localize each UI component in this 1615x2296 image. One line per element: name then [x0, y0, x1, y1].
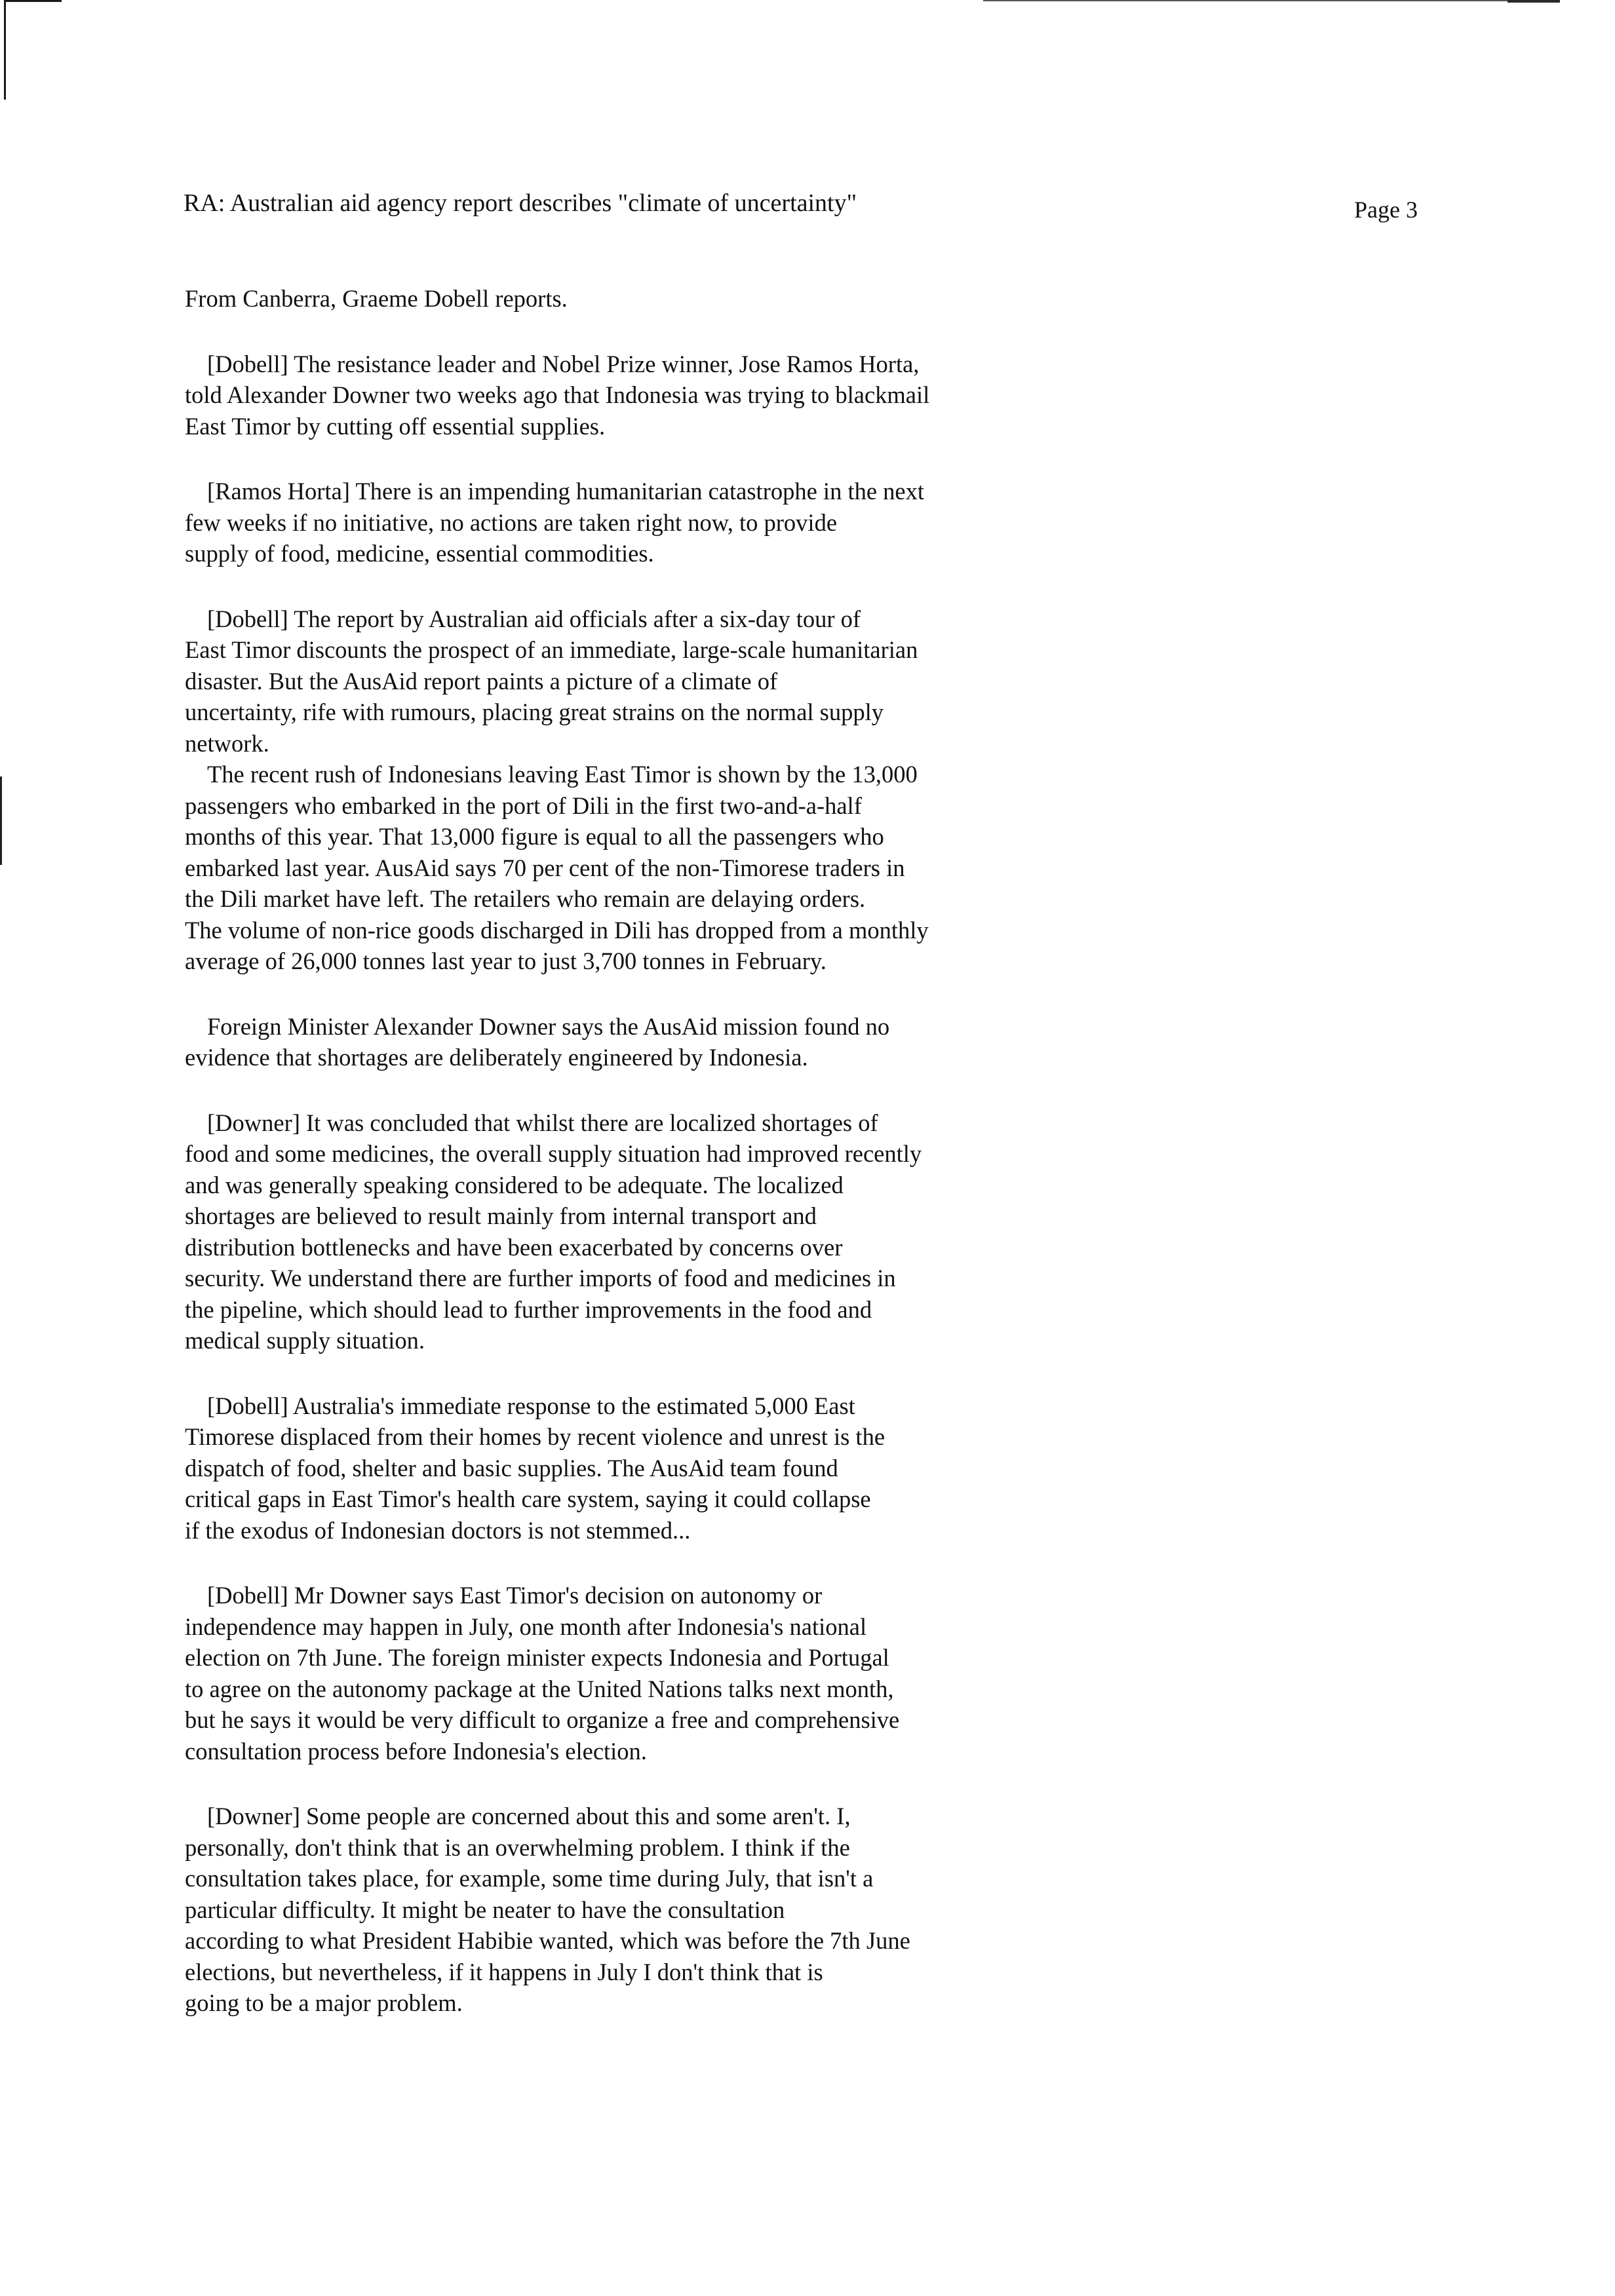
scan-edge-mark — [4, 0, 6, 100]
scan-edge-mark — [4, 0, 62, 2]
text-line: [Ramos Horta] There is an impending humanitarian catastrophe in the next — [207, 478, 925, 505]
text-line: disaster. But the AusAid report paints a picture of a climate of — [185, 667, 778, 695]
text-line: consultation takes place, for example, some time during July, that isn't a — [185, 1865, 874, 1892]
text-line: [Dobell] Australia's immediate response to the estimated 5,000 East — [207, 1392, 855, 1419]
text-line: embarked last year. AusAid says 70 per cent of the non-Timorese traders in — [185, 854, 905, 881]
text-line: [Dobell] Mr Downer says East Timor's decision on autonomy or — [207, 1582, 823, 1609]
paragraph-gap — [185, 1546, 1102, 1580]
text-line: Timorese displaced from their homes by recent violence and unrest is the — [185, 1423, 885, 1450]
text-line: particular difficulty. It might be neater to have the consultation — [185, 1896, 785, 1923]
text-line: dispatch of food, shelter and basic supplies. The AusAid team found — [185, 1454, 838, 1482]
text-line: if the exodus of Indonesian doctors is not stemmed... — [185, 1516, 691, 1544]
paragraph-gap — [185, 1767, 1102, 1801]
paragraph-gap — [185, 569, 1102, 603]
text-line: medical supply situation. — [185, 1327, 425, 1354]
text-line: Foreign Minister Alexander Downer says the AusAid mission found no — [207, 1012, 890, 1040]
paragraph — [185, 1580, 1102, 1767]
text-line: distribution bottlenecks and have been exacerbated by concerns over — [185, 1233, 843, 1261]
text-line: food and some medicines, the overall supply situation had improved recently — [185, 1140, 922, 1167]
paragraph — [185, 1390, 1102, 1546]
text-line: [Downer] Some people are concerned about this and some aren't. I, — [207, 1803, 851, 1829]
text-line: the Dili market have left. The retailers who remain are delaying orders. — [185, 885, 866, 912]
text-line: shortages are believed to result mainly from internal transport and — [185, 1202, 817, 1229]
text-line: [Dobell] The report by Australian aid officials after a six-day tour of — [207, 605, 861, 632]
text-line: and was generally speaking considered to be adequate. The localized — [185, 1171, 844, 1198]
document-title: RA: Australian aid agency report describes "climate of uncertainty" — [184, 189, 857, 217]
paragraph — [185, 759, 1102, 977]
paragraph — [185, 1107, 1102, 1356]
paragraph-gap — [185, 1073, 1102, 1107]
document-body — [185, 283, 1102, 2019]
text-line: but he says it would be very difficult to organize a free and comprehensive — [185, 1706, 900, 1733]
paragraph — [185, 1801, 1102, 2019]
text-line: East Timor discounts the prospect of an immediate, large-scale humanitarian — [185, 636, 918, 663]
scan-edge-mark — [983, 0, 1560, 1]
page-number: Page 3 — [1354, 197, 1418, 223]
text-line: told Alexander Downer two weeks ago that Indonesia was trying to blackmail — [185, 381, 930, 408]
text-line: The volume of non-rice goods discharged in Dili has dropped from a monthly — [185, 916, 929, 944]
scan-edge-mark — [0, 776, 2, 865]
text-line: security. We understand there are further imports of food and medicines in — [185, 1265, 896, 1292]
text-line: evidence that shortages are deliberately engineered by Indonesia. — [185, 1044, 808, 1071]
text-line: uncertainty, rife with rumours, placing great strains on the normal supply — [185, 698, 884, 725]
paragraph — [185, 1011, 1102, 1073]
paragraph — [185, 283, 1102, 315]
paragraph — [185, 476, 1102, 569]
text-line: according to what President Habibie wanted, which was before the 7th June — [185, 1927, 910, 1954]
text-line: passengers who embarked in the port of Dili in the first two-and-a-half — [185, 792, 862, 819]
text-line: personally, don't think that is an overwhelming problem. I think if the — [185, 1833, 850, 1861]
text-line: critical gaps in East Timor's health care system, saying it could collapse — [185, 1485, 871, 1512]
text-line: to agree on the autonomy package at the United Nations talks next month, — [185, 1675, 894, 1702]
paragraph-gap — [185, 1356, 1102, 1390]
paragraph-gap — [185, 442, 1102, 476]
paragraph-gap — [185, 977, 1102, 1011]
text-line: election on 7th June. The foreign minister expects Indonesia and Portugal — [185, 1644, 889, 1671]
text-line: The recent rush of Indonesians leaving East Timor is shown by the 13,000 — [207, 761, 918, 788]
text-line: [Downer] It was concluded that whilst there are localized shortages of — [207, 1109, 878, 1136]
text-line: the pipeline, which should lead to further improvements in the food and — [185, 1295, 872, 1323]
text-line: elections, but nevertheless, if it happens in July I don't think that is — [185, 1958, 823, 1985]
text-line: supply of food, medicine, essential commodities. — [185, 540, 654, 567]
text-line: From Canberra, Graeme Dobell reports. — [185, 285, 568, 312]
scan-edge-mark — [1508, 0, 1560, 3]
paragraph-gap — [185, 315, 1102, 349]
text-line: average of 26,000 tonnes last year to just 3,700 tonnes in February. — [185, 947, 827, 974]
text-line: network. — [185, 729, 269, 757]
text-line: East Timor by cutting off essential supplies. — [185, 412, 606, 440]
text-line: [Dobell] The resistance leader and Nobel Prize winner, Jose Ramos Horta, — [207, 350, 920, 377]
text-line: independence may happen in July, one month after Indonesia's national — [185, 1613, 867, 1640]
paragraph — [185, 603, 1102, 759]
paragraph — [185, 349, 1102, 442]
text-line: consultation process before Indonesia's election. — [185, 1737, 647, 1765]
text-line: going to be a major problem. — [185, 1989, 463, 2016]
text-line: months of this year. That 13,000 figure is equal to all the passengers who — [185, 823, 884, 850]
text-line: few weeks if no initiative, no actions are taken right now, to provide — [185, 508, 838, 536]
